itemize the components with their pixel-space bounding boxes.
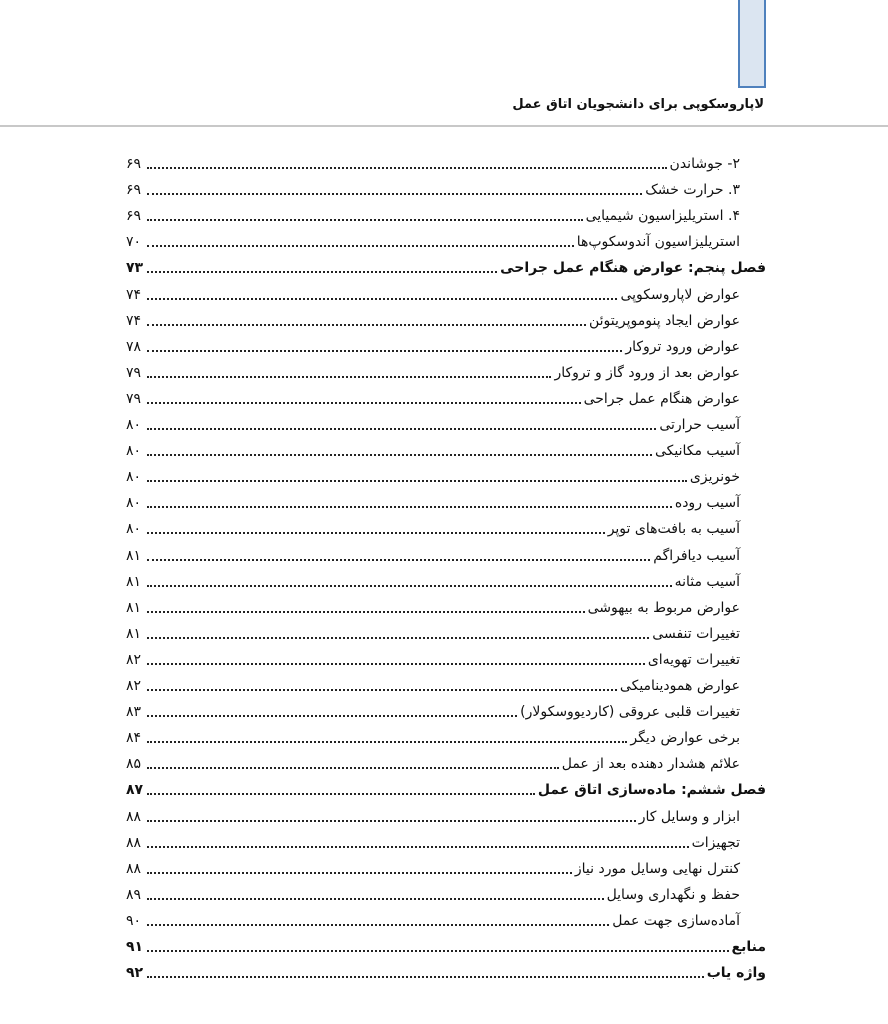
- toc-entry-title: ۲- جوشاندن: [669, 156, 740, 172]
- toc-dot-leader: [147, 167, 667, 169]
- toc-entry-title: استریلیزاسیون آندوسکوپ‌ها: [576, 234, 740, 251]
- toc-chapter-entry[interactable]: [126, 960, 766, 982]
- toc-dot-leader: [147, 846, 689, 848]
- toc-entry[interactable]: [126, 386, 740, 408]
- toc-page-number: ۶۹: [126, 182, 142, 199]
- toc-page-number: ۷۴: [126, 312, 142, 329]
- toc-entry[interactable]: [126, 569, 740, 591]
- toc-entry[interactable]: [126, 282, 740, 304]
- toc-dot-leader: [147, 872, 572, 874]
- toc-page-number: ۸۸: [126, 808, 142, 825]
- toc-page-number: ۸۸: [126, 834, 142, 851]
- toc-entry-title: تغییرات تهویه‌ای: [647, 651, 740, 668]
- toc-page-number: ۸۴: [126, 730, 142, 747]
- toc-page-number: ۷۰: [126, 234, 142, 251]
- toc-page-number: ۹۲: [126, 965, 144, 982]
- toc-chapter-entry[interactable]: [126, 255, 766, 277]
- toc-entry-title: تغییرات تنفسی: [652, 625, 740, 642]
- toc-page-number: ۸۹: [126, 886, 142, 903]
- toc-entry[interactable]: [126, 334, 740, 356]
- toc-dot-leader: [147, 298, 617, 300]
- toc-page-number: ۸۱: [126, 547, 142, 564]
- toc-entry[interactable]: [126, 438, 740, 460]
- toc-entry-title: فصل ششم: ماده‌سازی اتاق عمل: [537, 782, 766, 799]
- toc-entry[interactable]: [126, 229, 740, 251]
- toc-entry[interactable]: [126, 595, 740, 617]
- toc-dot-leader: [147, 976, 704, 978]
- toc-page-number: ۷۹: [126, 364, 142, 381]
- toc-dot-leader: [147, 454, 652, 456]
- toc-entry-title: تجهیزات: [691, 834, 740, 851]
- toc-entry-title: آسیب حرارتی: [659, 417, 740, 433]
- toc-entry-title: علائم هشدار دهنده بعد از عمل: [561, 756, 740, 773]
- toc-entry[interactable]: [126, 725, 740, 747]
- toc-entry-title: عوارض ورود تروکار: [625, 338, 740, 355]
- toc-dot-leader: [147, 820, 636, 822]
- toc-dot-leader: [147, 245, 574, 247]
- toc-entry-title: فصل پنجم: عوارض هنگام عمل جراحی: [500, 260, 766, 277]
- toc-chapter-entry[interactable]: [126, 777, 766, 799]
- toc-dot-leader: [147, 767, 559, 769]
- toc-entry[interactable]: [126, 673, 740, 695]
- toc-chapter-entry[interactable]: [126, 934, 766, 956]
- toc-entry-title: کنترل نهایی وسایل مورد نیاز: [574, 860, 740, 877]
- toc-page-number: ۸۲: [126, 651, 142, 668]
- toc-page-number: ۸۰: [126, 443, 142, 460]
- toc-page-number: ۸۰: [126, 417, 142, 433]
- toc-dot-leader: [147, 585, 672, 587]
- running-header-title: لاپاروسکوپی برای دانشجویان اتاق عمل: [512, 97, 764, 112]
- toc-entry[interactable]: [126, 308, 740, 330]
- toc-dot-leader: [147, 506, 672, 508]
- toc-page-number: ۸۰: [126, 469, 142, 486]
- toc-entry-title: تغییرات قلبی عروقی (کاردیووسکولار): [520, 704, 740, 721]
- toc-dot-leader: [147, 637, 649, 639]
- toc-page-number: ۷۳: [126, 260, 144, 277]
- toc-entry-title: حفظ و نگهداری وسایل: [606, 886, 740, 903]
- toc-entry[interactable]: [126, 882, 740, 904]
- toc-entry-title: ابزار و وسایل کار: [638, 808, 740, 825]
- toc-entry-title: خونریزی: [689, 469, 740, 486]
- toc-page-number: ۸۵: [126, 756, 142, 773]
- toc-entry-title: ۳. حرارت خشک: [645, 182, 740, 199]
- toc-entry-title: آسیب مثانه: [674, 573, 740, 590]
- toc-dot-leader: [147, 663, 645, 665]
- toc-dot-leader: [147, 793, 535, 795]
- toc-entry-title: عوارض لاپاروسکوپی: [620, 286, 740, 303]
- toc-dot-leader: [147, 193, 642, 195]
- toc-entry-title: برخی عوارض دیگر: [630, 730, 740, 747]
- toc-entry[interactable]: [126, 856, 740, 878]
- toc-dot-leader: [147, 924, 609, 926]
- toc-entry-title: آسیب روده: [674, 495, 740, 512]
- toc-entry[interactable]: [126, 412, 740, 434]
- toc-dot-leader: [147, 741, 627, 743]
- toc-dot-leader: [147, 402, 581, 404]
- toc-page-number: ۹۰: [126, 912, 142, 929]
- toc-entry-title: منابع: [731, 939, 766, 955]
- toc-page-number: ۷۴: [126, 286, 142, 303]
- header-divider: [0, 125, 888, 127]
- toc-entry-title: ۴. استریلیزاسیون شیمیایی: [585, 208, 740, 225]
- toc-dot-leader: [147, 611, 585, 613]
- toc-dot-leader: [147, 428, 656, 430]
- toc-entry[interactable]: [126, 464, 740, 486]
- toc-entry-title: آسیب مکانیکی: [654, 443, 740, 460]
- toc-page-number: ۸۸: [126, 860, 142, 877]
- toc-entry-title: عوارض بعد از ورود گاز و تروکار: [554, 364, 740, 381]
- toc-page-number: ۷۹: [126, 390, 142, 407]
- toc-dot-leader: [147, 898, 604, 900]
- toc-entry[interactable]: [126, 647, 740, 669]
- toc-dot-leader: [147, 689, 617, 691]
- toc-dot-leader: [147, 376, 551, 378]
- toc-entry[interactable]: [126, 908, 740, 930]
- toc-page-number: ۸۱: [126, 573, 142, 590]
- toc-dot-leader: [147, 480, 687, 482]
- toc-entry-title: آسیب دیافراگم: [653, 547, 740, 564]
- toc-page-number: ۸۰: [126, 521, 142, 538]
- toc-entry[interactable]: [126, 804, 740, 826]
- toc-page-number: ۸۲: [126, 678, 142, 694]
- toc-entry[interactable]: [126, 830, 740, 852]
- toc-entry[interactable]: [126, 699, 740, 721]
- toc-dot-leader: [147, 271, 497, 273]
- toc-entry[interactable]: [126, 177, 740, 199]
- toc-entry[interactable]: [126, 203, 740, 225]
- toc-entry-title: آماده‌سازی جهت عمل: [612, 912, 740, 929]
- toc-page-number: ۸۷: [126, 782, 144, 799]
- toc-dot-leader: [147, 532, 605, 534]
- toc-entry-title: عوارض مربوط به بیهوشی: [587, 599, 740, 616]
- toc-dot-leader: [147, 950, 729, 952]
- toc-entry[interactable]: [126, 516, 740, 538]
- toc-dot-leader: [147, 350, 622, 352]
- toc-entry[interactable]: [126, 543, 740, 565]
- toc-page-number: ۹۱: [126, 939, 144, 955]
- toc-entry-title: عوارض هنگام عمل جراحی: [583, 390, 740, 407]
- toc-page-number: ۸۱: [126, 599, 142, 616]
- toc-entry[interactable]: [126, 621, 740, 643]
- toc-page-number: ۷۸: [126, 338, 142, 355]
- toc-page-number: ۸۱: [126, 625, 142, 642]
- toc-entry-title: آسیب به بافت‌های توپر: [607, 521, 740, 538]
- toc-page-number: ۶۹: [126, 156, 142, 172]
- toc-entry-title: عوارض همودینامیکی: [619, 678, 740, 694]
- toc-page-number: ۸۳: [126, 704, 142, 721]
- toc-entry[interactable]: [126, 490, 740, 512]
- toc-entry-title: عوارض ایجاد پنوموپریتوئن: [589, 312, 740, 329]
- toc-dot-leader: [147, 219, 583, 221]
- toc-dot-leader: [147, 559, 650, 561]
- toc-dot-leader: [147, 715, 517, 717]
- toc-page-number: ۶۹: [126, 208, 142, 225]
- toc-entry[interactable]: [126, 151, 740, 173]
- toc-page-number: ۸۰: [126, 495, 142, 512]
- toc-entry[interactable]: [126, 360, 740, 382]
- toc-entry-title: واژه یاب: [706, 965, 766, 982]
- header-tab-decoration: [738, 0, 766, 88]
- toc-dot-leader: [147, 324, 586, 326]
- toc-entry[interactable]: [126, 751, 740, 773]
